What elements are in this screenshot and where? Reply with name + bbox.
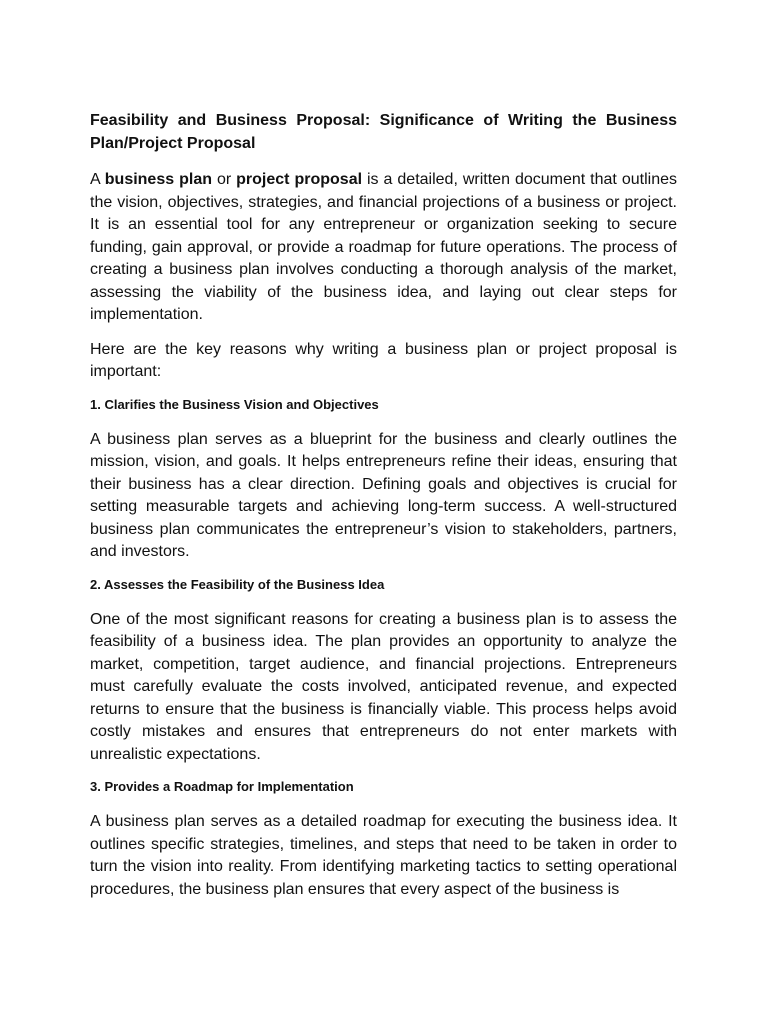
section-heading-3: 3. Provides a Roadmap for Implementation	[90, 779, 354, 794]
section-body-3: A business plan serves as a detailed roadmap for executing the business idea. It outlines specific strategies, timelines, and steps that need to be taken in order to turn the vision into reality. From identifying marketing tactics to setting operational procedures, the business plan ensures that every aspect of the business is	[90, 813, 677, 898]
section-heading-1: 1. Clarifies the Business Vision and Objectives	[90, 396, 379, 412]
section-body-2: One of the most significant reasons for creating a business plan is to assess the feasibility of a business idea. The plan provides an opportunity to analyze the market, competition, target audience, and financial projections. Entrepreneurs must carefully evaluate the costs involved, anticipated revenue, and expected returns to ensure that the business is financially viable. This process helps avoid costly mistakes and ensures that entrepreneurs do not enter markets with unrealistic expectations.	[90, 610, 677, 763]
intro-rest: is a detailed, written document that outlines the vision, objectives, strategies, and financial projections of a business or project. It is an essential tool for any entrepreneur or organization seeking to secure funding, gain approval, or provide a roadmap for future operations. The process of creating a business plan involves conducting a thorough analysis of the market, assessing the viability of the business idea, and laying out clear steps for implementation.	[90, 171, 677, 323]
section-body-1: A business plan serves as a blueprint for the business and clearly outlines the mission, vision, and goals. It helps entrepreneurs refine their ideas, ensuring that their business has a clear direction. Defining goals and objectives is crucial for setting measurable targets and achieving long-term success. A well-structured business plan communicates the entrepreneur’s vision to stakeholders, partners, and investors.	[90, 430, 677, 560]
intro-mid: or	[211, 171, 237, 188]
section-heading-2: 2. Assesses the Feasibility of the Business Idea	[90, 576, 385, 592]
intro-lead: A	[90, 171, 105, 188]
intro-paragraph	[90, 169, 677, 327]
term-project-proposal: project proposal	[236, 171, 363, 188]
reasons-intro-paragraph: Here are the key reasons why writing a business plan or project proposal is important:	[90, 340, 677, 380]
term-business-plan: business plan	[104, 171, 212, 188]
document-title: Feasibility and Business Proposal: Significance of Writing the Business Plan/Project Proposal	[90, 112, 677, 152]
